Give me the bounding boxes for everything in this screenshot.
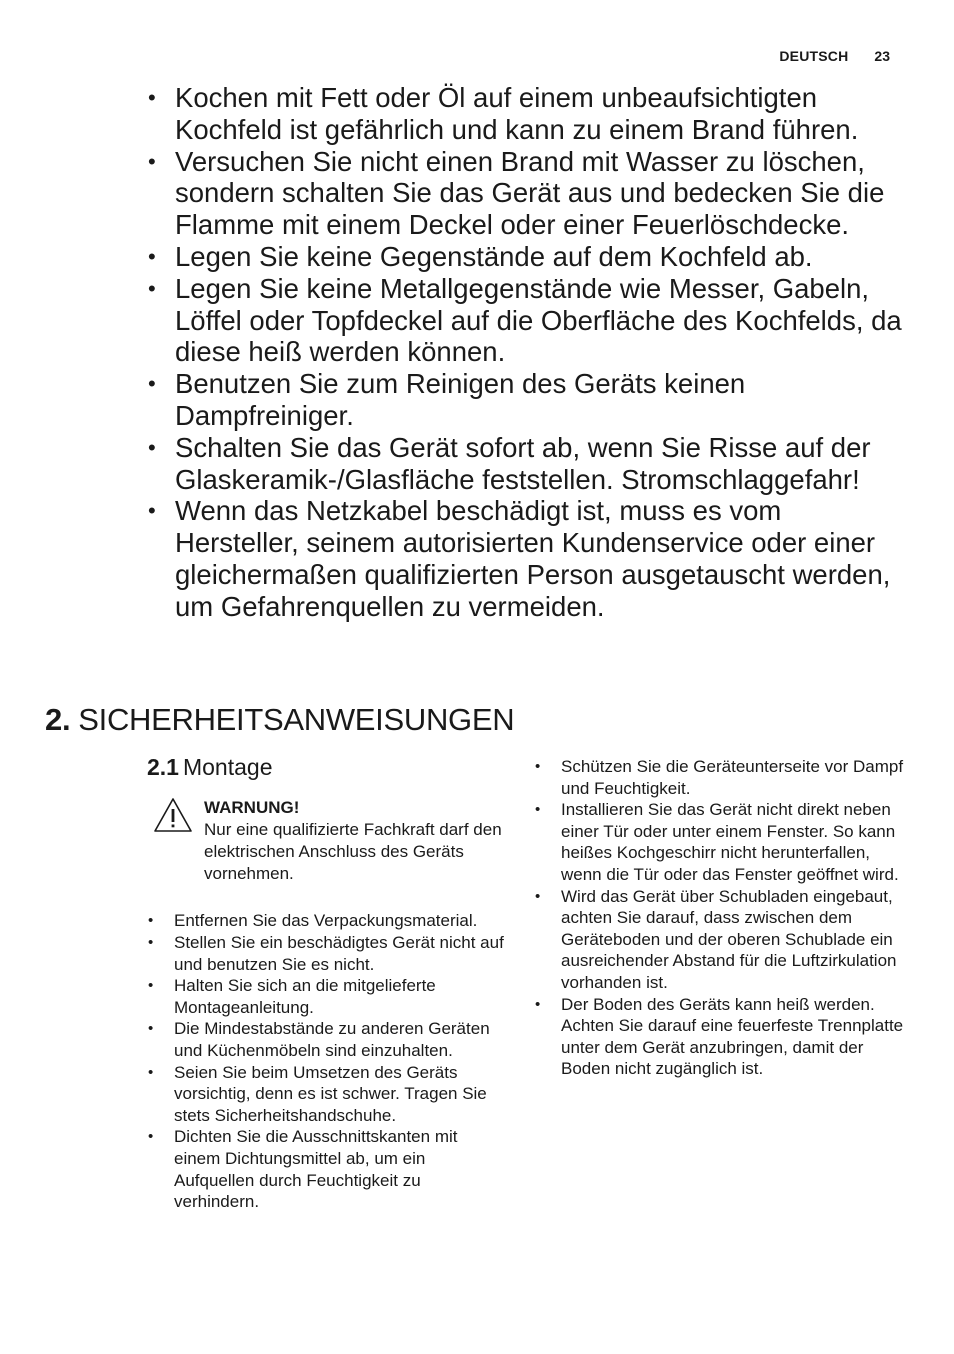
page-number: 23 [874,48,890,64]
section-title: SICHERHEITSANWEISUNGEN [78,702,515,737]
safety-list-top [146,82,906,623]
section-number: 2. [45,702,71,737]
subsection-title: Montage [182,754,273,780]
list-item: • Versuchen Sie nicht einen Brand mit Wasser zu löschen, sondern schalten Sie das Gerät aus und bedecken Sie die Flamme mit einem Deckel oder einer Feuerlöschdecke. [146,146,906,241]
list-item: • Legen Sie keine Gegenstände auf dem Kochfeld ab. [146,241,906,273]
list-item: • Wird das Gerät über Schubladen eingebaut, achten Sie darauf, dass zwischen dem Geräteboden und der oberen Schublade ein ausreichender Abstand für die Luftzirkulation vorhanden ist. [534,886,904,994]
right-column [534,756,904,1080]
subsection-number: 2.1 [147,754,179,780]
list-item: • Stellen Sie ein beschädigtes Gerät nicht auf und benutzen Sie es nicht. [147,932,507,975]
montage-list-right [534,756,904,1080]
list-item: • Wenn das Netzkabel beschädigt ist, muss es vom Hersteller, seinem autorisierten Kundenservice oder einer gleichermaßen qualifizierten Person ausgetauscht werden, um Gefahrenquellen zu vermeiden. [146,495,906,622]
list-item: • Legen Sie keine Metallgegenstände wie Messer, Gabeln, Löffel oder Topfdeckel auf die Oberfläche des Kochfelds, da diese heiß werden können. [146,273,906,368]
page-header [779,48,890,64]
list-item: • Der Boden des Geräts kann heiß werden. Achten Sie darauf eine feuerfeste Trennplatte unter dem Gerät anzubringen, damit der Boden nicht zugänglich ist. [534,994,904,1080]
list-item: • Entfernen Sie das Verpackungsmaterial. [147,910,507,932]
left-column [147,754,507,1213]
subsection-heading [147,754,507,781]
section-heading [45,702,514,738]
list-item: • Benutzen Sie zum Reinigen des Geräts keinen Dampfreiniger. [146,368,906,432]
list-item: • Schützen Sie die Geräteunterseite vor Dampf und Feuchtigkeit. [534,756,904,799]
list-item: • Die Mindestabstände zu anderen Geräten und Küchenmöbeln sind einzuhalten. [147,1018,507,1061]
warning-triangle-icon [153,797,193,833]
warning-text: Nur eine qualifizierte Fachkraft darf den elektrischen Anschluss des Geräts vornehmen. [204,820,502,883]
list-item: • Dichten Sie die Ausschnittskanten mit einem Dichtungsmittel ab, um ein Aufquellen durch Feuchtigkeit zu verhindern. [147,1126,507,1212]
warning-heading: WARNUNG! [204,798,300,817]
list-item: • Installieren Sie das Gerät nicht direkt neben einer Tür oder unter einem Fenster. So kann heißes Kochgeschirr nicht herunterfallen, wenn die Tür oder das Fenster geöffnet wird. [534,799,904,885]
language-label: DEUTSCH [779,48,849,64]
list-item: • Seien Sie beim Umsetzen des Geräts vorsichtig, denn es ist schwer. Tragen Sie stets Sicherheitshandschuhe. [147,1062,507,1127]
list-item: • Kochen mit Fett oder Öl auf einem unbeaufsichtigten Kochfeld ist gefährlich und kann zu einem Brand führen. [146,82,906,146]
warning-box [147,797,507,884]
list-item: • Schalten Sie das Gerät sofort ab, wenn Sie Risse auf der Glaskeramik-/Glasfläche feststellen. Stromschlaggefahr! [146,432,906,496]
montage-list-left [147,910,507,1212]
list-item: • Halten Sie sich an die mitgelieferte Montageanleitung. [147,975,507,1018]
